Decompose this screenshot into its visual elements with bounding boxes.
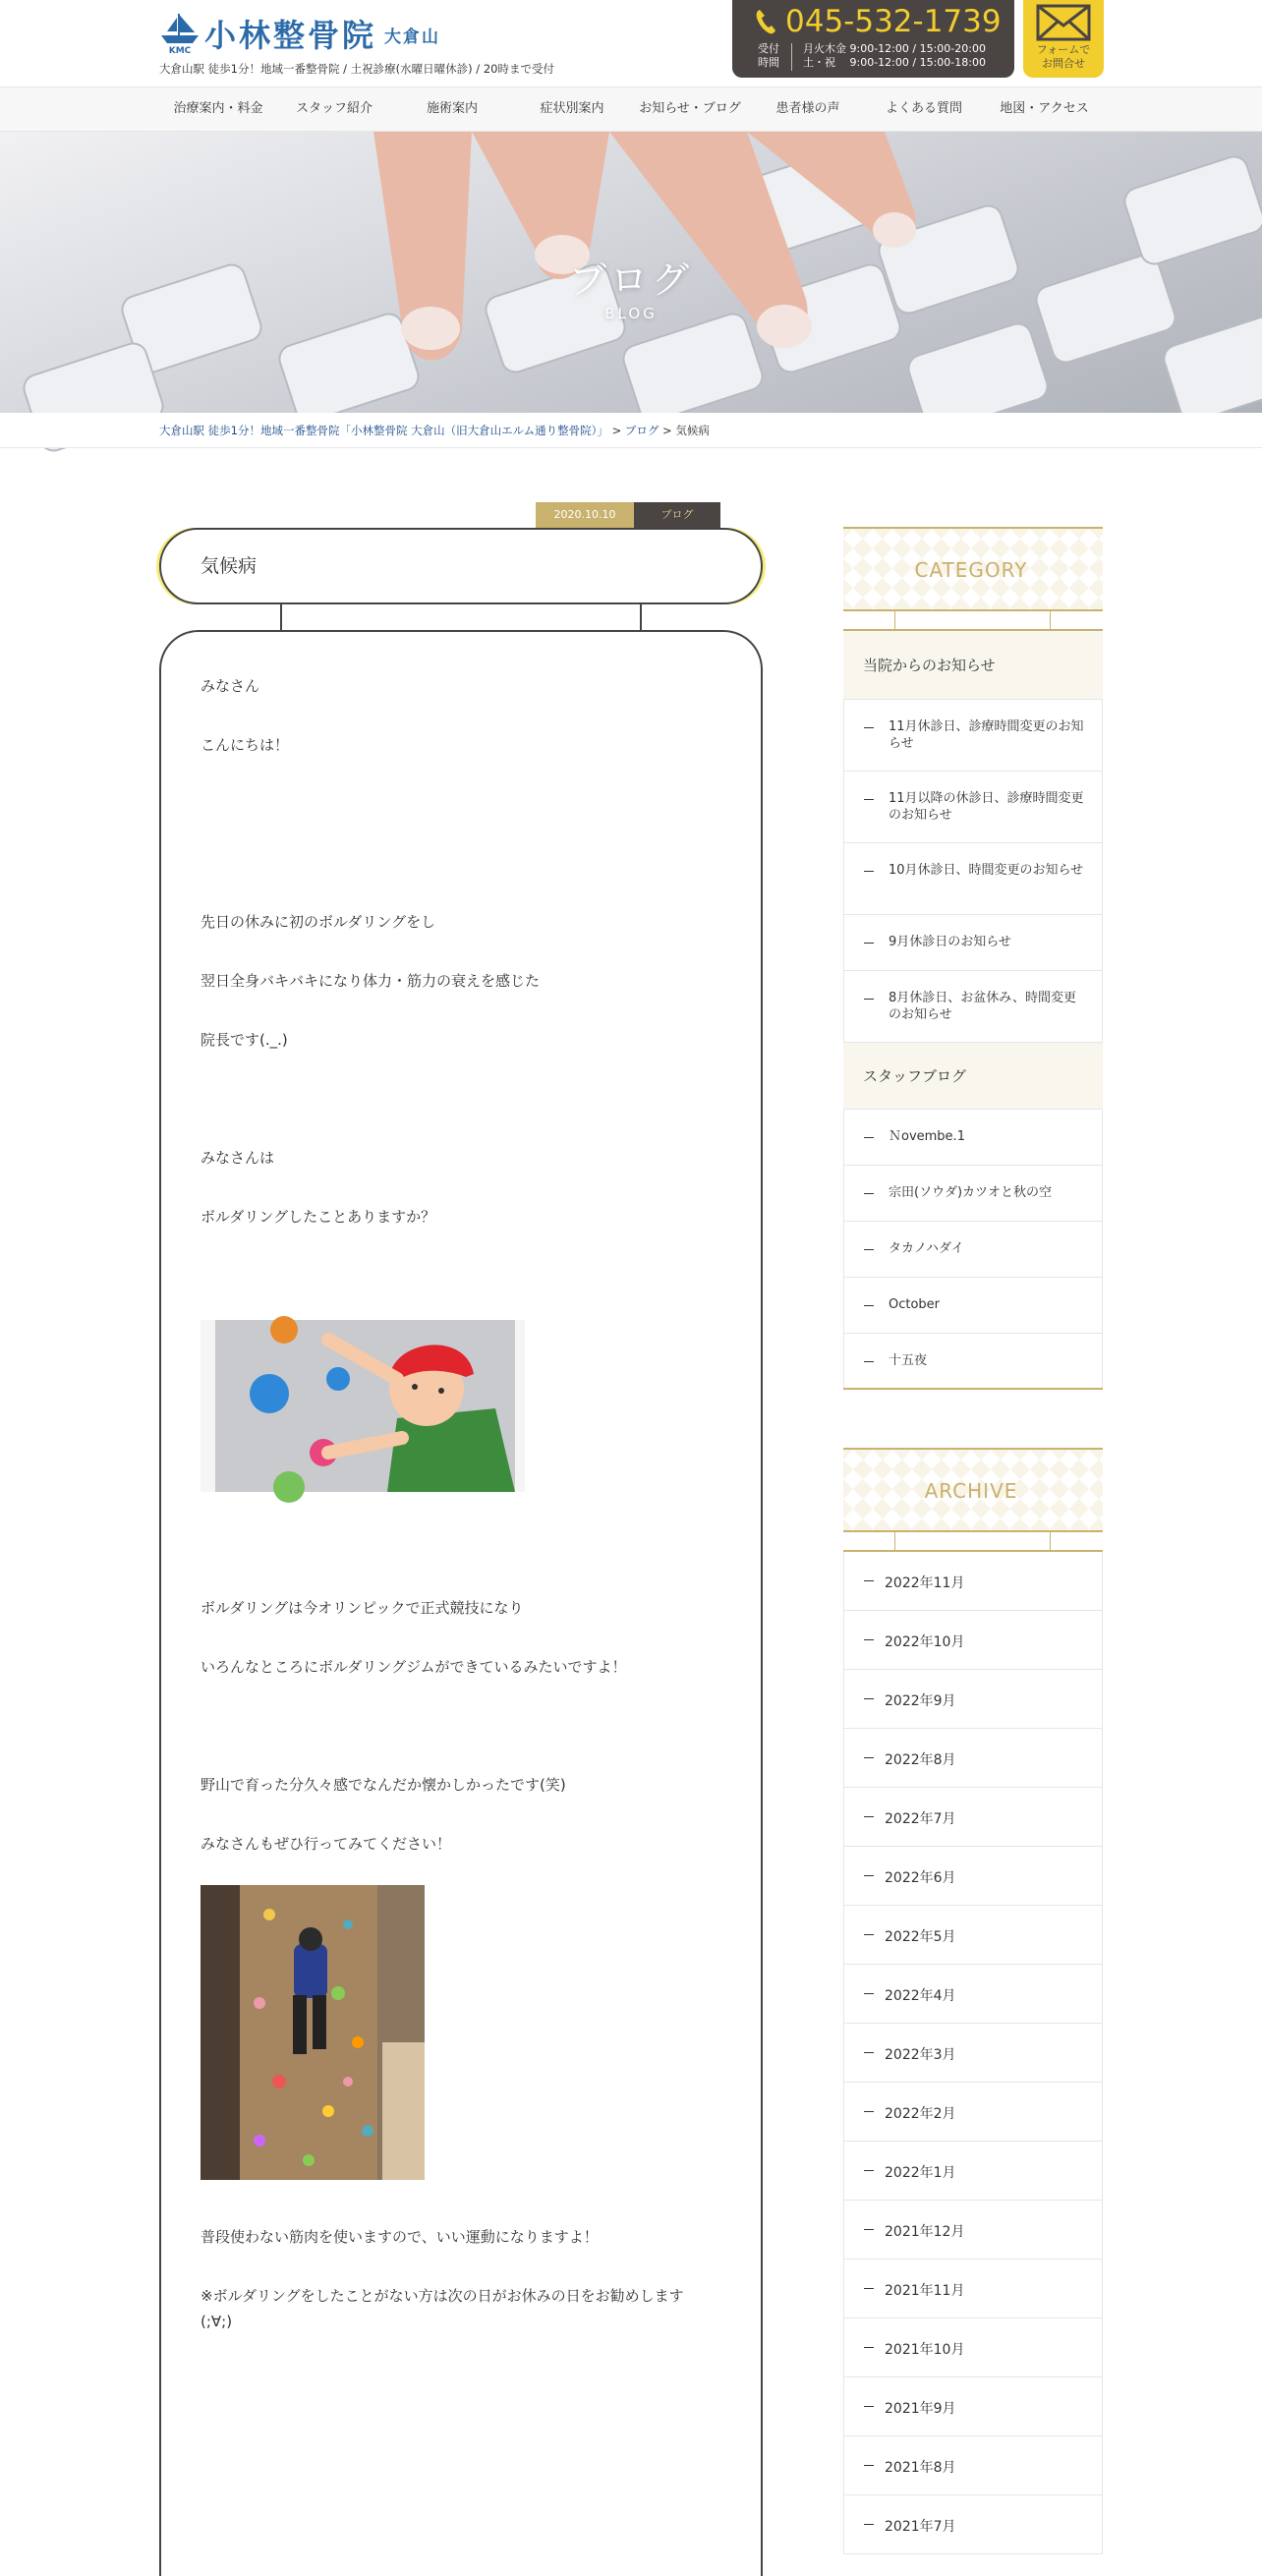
contact-form-button[interactable] [1023, 0, 1104, 78]
archive-item[interactable]: 2022年3月 [843, 2024, 1103, 2083]
archive-item[interactable]: 2021年10月 [843, 2318, 1103, 2377]
site-logo[interactable] [159, 12, 440, 55]
category-item[interactable]: Ｎovembe.1 [843, 1110, 1103, 1166]
bouldering-illustration [201, 1320, 525, 1492]
nav-item-faq[interactable]: よくある質問 [885, 101, 962, 116]
post-paragraph: いろんなところにボルダリングジムができているみたいですよ！ [201, 1658, 627, 1676]
phone-icon [754, 8, 777, 39]
archive-item[interactable]: 2022年6月 [843, 1847, 1103, 1906]
post-category-badge[interactable]: ブログ [634, 502, 720, 528]
nav-item-news-blog[interactable]: お知らせ・ブログ [639, 101, 741, 116]
archive-item[interactable]: 2022年9月 [843, 1670, 1103, 1729]
hours-line-2: 土・祝 9:00-12:00 / 15:00-18:00 [803, 56, 986, 69]
category-item[interactable]: タカノハダイ [843, 1222, 1103, 1278]
breadcrumb-separator: > [607, 424, 625, 437]
category-heading [843, 527, 1103, 611]
hero-subtitle: BLOG [604, 305, 658, 322]
nav-item-testimonials[interactable]: 患者様の声 [775, 101, 840, 116]
archive-item[interactable]: 2021年7月 [843, 2495, 1103, 2554]
nav-item-access[interactable]: 地図・アクセス [1000, 101, 1089, 116]
post-paragraph: 先日の休みに初のボルダリングをし [201, 913, 436, 931]
post-paragraph: 院長です(._.) [201, 1031, 288, 1049]
breadcrumb-separator: > [659, 424, 676, 437]
category-item[interactable]: 11月休診日、診療時間変更のお知らせ [843, 700, 1103, 772]
breadcrumb-blog[interactable]: ブログ [624, 424, 660, 437]
category-item[interactable]: 10月休診日、時間変更のお知らせ [843, 843, 1103, 915]
form-label [1023, 43, 1104, 71]
category-item[interactable]: 11月以降の休診日、診療時間変更のお知らせ [843, 772, 1103, 843]
breadcrumb-current: 気候病 [675, 424, 710, 437]
archive-item[interactable]: 2022年10月 [843, 1611, 1103, 1670]
post-paragraph: みなさんは [201, 1149, 275, 1167]
category-item[interactable]: 8月休診日、お盆休み、時間変更のお知らせ [843, 971, 1103, 1043]
post-paragraph: こんにちは！ [201, 736, 290, 754]
nav-item-symptoms[interactable]: 症状別案内 [540, 101, 604, 116]
form-label-line-1: フォームで [1036, 43, 1091, 56]
phone-box[interactable] [732, 0, 1014, 78]
post-paragraph: みなさん [201, 677, 260, 695]
header-tagline: 大倉山駅 徒歩1分！地域一番整骨院 / 土祝診療(水曜日曜休診) / 20時まで受付 [159, 62, 554, 76]
title-connector-right [640, 604, 642, 630]
post-paragraph: ※ボルダリングをしたことがない方は次の日がお休みの日をお勧めします [201, 2287, 684, 2305]
post-paragraph: みなさんもぜひ行ってみてください！ [201, 1835, 452, 1853]
phone-number[interactable]: 045-532-1739 [785, 4, 1002, 39]
ship-logo-icon [159, 12, 201, 55]
logo-mark-text: KMC [168, 46, 192, 56]
category-tabs-decoration [843, 611, 1103, 631]
hours-line-1: 月火木金 9:00-12:00 / 15:00-20:00 [803, 42, 986, 55]
category-item[interactable]: 十五夜 [843, 1334, 1103, 1390]
archive-item[interactable]: 2022年7月 [843, 1788, 1103, 1847]
archive-item[interactable]: 2021年9月 [843, 2377, 1103, 2436]
post-paragraph: 普段使わない筋肉を使いますので、いい運動になりますよ！ [201, 2228, 599, 2246]
bouldering-photo [201, 1885, 425, 2180]
archive-item[interactable]: 2022年4月 [843, 1965, 1103, 2024]
hero-banner [0, 132, 1262, 413]
archive-tabs-decoration [843, 1532, 1103, 1552]
form-label-line-2: お問合せ [1042, 57, 1085, 70]
archive-item[interactable]: 2022年11月 [843, 1552, 1103, 1611]
global-nav [0, 86, 1262, 132]
logo-name: 小林整骨院 [204, 17, 377, 54]
post-paragraph: ボルダリングしたことありますか？ [201, 1208, 436, 1226]
category-group-staff-blog[interactable]: スタッフブログ [843, 1043, 1103, 1110]
category-item[interactable]: October [843, 1278, 1103, 1334]
nav-item-services[interactable]: 施術案内 [426, 101, 478, 116]
category-item[interactable]: 宗田(ソウダ)カツオと秋の空 [843, 1166, 1103, 1222]
category-item[interactable]: 9月休診日のお知らせ [843, 915, 1103, 971]
archive-item[interactable]: 2021年12月 [843, 2201, 1103, 2260]
mail-icon [1036, 4, 1091, 45]
hours-text [803, 42, 986, 70]
post-paragraph: ボルダリングは今オリンピックで正式競技になり [201, 1599, 524, 1617]
title-connector-left [280, 604, 282, 630]
post-title: 気候病 [201, 555, 258, 577]
category-group-notices[interactable]: 当院からのお知らせ [843, 631, 1103, 700]
post-content [159, 630, 763, 2576]
archive-item[interactable]: 2022年1月 [843, 2142, 1103, 2201]
post-paragraph: 翌日全身バキバキになり体力・筋力の衰えを感じた [201, 972, 541, 990]
post-title-box [159, 528, 763, 604]
breadcrumb-home[interactable]: 大倉山駅 徒歩1分！地域一番整骨院「小林整骨院 大倉山（旧大倉山エルム通り整骨院）」 [159, 424, 608, 437]
archive-item[interactable]: 2022年5月 [843, 1906, 1103, 1965]
breadcrumb [0, 413, 1262, 448]
archive-item[interactable]: 2022年8月 [843, 1729, 1103, 1788]
hero-title: ブログ [568, 258, 693, 302]
archive-item[interactable]: 2021年8月 [843, 2436, 1103, 2495]
hours-divider [791, 43, 792, 71]
post-paragraph: (;∀;) [201, 2313, 233, 2330]
nav-item-staff[interactable]: スタッフ紹介 [295, 101, 373, 116]
post-paragraph: 野山で育った分久々感でなんだか懐かしかったです(笑) [201, 1776, 566, 1794]
category-bottom-rule [843, 1388, 1103, 1390]
archive-heading [843, 1448, 1103, 1532]
site-header [0, 0, 1262, 86]
hours-label: 受付時間 [758, 42, 779, 69]
archive-item[interactable]: 2022年2月 [843, 2083, 1103, 2142]
post-date: 2020.10.10 [536, 502, 634, 528]
archive-title: ARCHIVE [924, 1479, 1018, 1503]
nav-item-treatment-fees[interactable]: 治療案内・料金 [173, 101, 263, 116]
category-title: CATEGORY [914, 558, 1028, 582]
logo-area: 大倉山 [384, 28, 441, 47]
archive-item[interactable]: 2021年11月 [843, 2260, 1103, 2318]
